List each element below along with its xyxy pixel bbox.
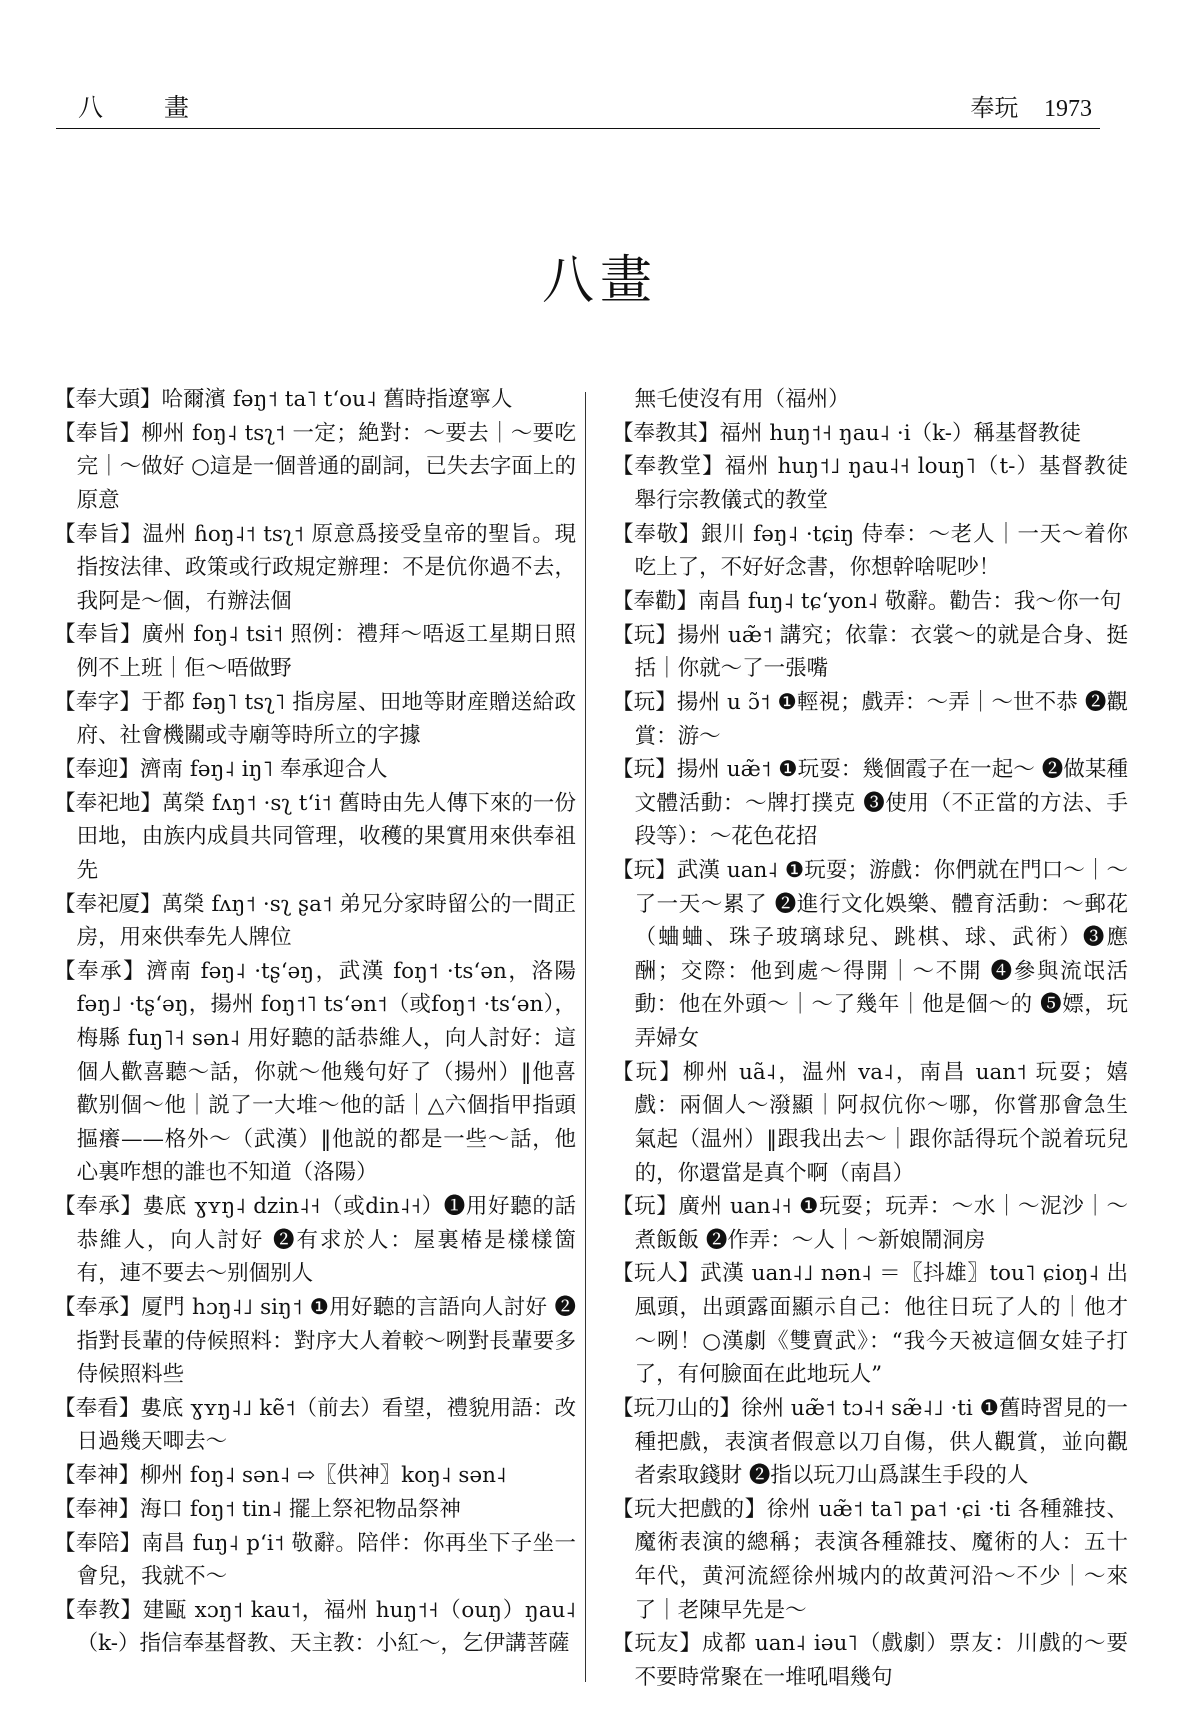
running-head-left: 八 畫: [78, 93, 208, 122]
dictionary-entry: 【奉大頭】哈爾濱 fəŋ˦ ta˥ tʻou˨ 舊時指遼寧人: [54, 387, 513, 412]
dictionary-entry: 【玩】武漢 uan˨ ❶玩耍；游戲：你們就在門口～｜～了一天～累了 ❷進行文化娛樂、體育活動：～郵花（蛐蛐、珠子玻璃球兒、跳棋、球、武術）❸應酬；交際：他到處～得開｜～不開 ❹參與流氓活動：他在外頭～｜～了幾年｜他是個～的 ❺嫖，玩弄婦女: [612, 858, 1128, 1052]
dictionary-entry: 【奉祀地】萬榮 fʌŋ˦ ·sʅ tʻi˦ 舊時由先人傳下來的一份田地，由族内成員共同管理，收穫的果實用來供奉祖先: [54, 790, 576, 883]
dictionary-entry: 【奉旨】廣州 foŋ˨ tsi˦ 照例：禮拜～唔返工星期日照例不上班｜佢～唔做野: [54, 622, 576, 682]
dictionary-entry: 【奉承】濟南 fəŋ˨ ·tʂʻəŋ，武漢 foŋ˦ ·tsʻən，洛陽 fəŋ˩ ·tʂʻəŋ，揚州 foŋ˦˥ tsʻən˦（或foŋ˦ ·tsʻən），梅縣 fuŋ˥˧ sən˨ 用好聽的話恭維人，向人討好：這個人歡喜聽～話，你就～他幾句好了（揚州）‖他喜歡别個～他｜説了一大堆～他的話｜△六個指甲指頭摳癢——格外～（武漢）‖他説的都是一些～話，他心裏咋想的誰也不知道（洛陽）: [54, 958, 576, 1186]
dictionary-entry: 【玩】柳州 uã˨，温州 va˨，南昌 uan˦ 玩耍；嬉戲：兩個人～潑顯｜阿叔伉你～哪，你嘗那會急生氣起（温州）‖跟我出去～｜跟你話得玩个説着玩兒的，你還當是真个啊（南昌）: [612, 1059, 1128, 1186]
dictionary-entry: 【奉陪】南昌 fuŋ˨ pʻi˦ 敬辭。陪伴：你再坐下子坐一會兒，我就不～: [54, 1530, 576, 1590]
dictionary-entry: 【奉祀厦】萬榮 fʌŋ˦ ·sʅ ʂa˦ 弟兄分家時留公的一間正房，用來供奉先人牌位: [54, 891, 576, 951]
page-number: 1973: [1044, 96, 1092, 122]
column-divider: [585, 392, 586, 1682]
dictionary-entry: 【玩】揚州 u ɔ̃˦ ❶輕視；戲弄：～弄｜～世不恭 ❷觀賞：游～: [612, 689, 1128, 749]
dictionary-entry: 【奉教其】福州 huŋ˦˧ ŋau˨ ·i（k-）稱基督教徒: [612, 420, 1081, 446]
dictionary-entry: 【玩大把戲的】徐州 uæ̃˦ ta˥ pa˦ ·ɕi ·ti 各種雜技、魔術表演的總稱；表演各種雜技、魔術的人：五十年代，黄河流經徐州城内的故黄河沿～不少｜～來了｜老陳早先是～: [612, 1496, 1128, 1623]
dictionary-entry: 【奉看】婁底 ɣʏŋ˨˩ kẽ˦（前去）看望，禮貌用語：改日過幾天唧去～: [54, 1395, 576, 1455]
dictionary-entry: 【玩】揚州 uæ̃˦ ❶玩耍：幾個霞子在一起～ ❷做某種文體活動：～牌打撲克 ❸使用（不正當的方法、手段等）：～花色花招: [612, 757, 1128, 850]
dictionary-entry-continuation: 無乇使沒有用（福州）: [634, 387, 850, 412]
dictionary-entry: 【奉教堂】福州 huŋ˦˩ ŋau˨˧ louŋ˥（t-）基督教徒舉行宗教儀式的教堂: [612, 454, 1128, 513]
left-column: [54, 383, 576, 1661]
dictionary-entry: 【玩刀山的】徐州 uæ̃˦ tɔ˨˧ sæ̃˨˩ ·ti ❶舊時習見的一種把戲，表演者假意以刀自傷，供人觀賞，並向觀者索取錢財 ❷指以玩刀山爲謀生手段的人: [612, 1395, 1128, 1489]
right-column: [612, 383, 1128, 1695]
dictionary-entry: 【玩】揚州 uæ̃˦ 講究；依靠：衣裳～的就是合身、挺括｜你就～了一張嘴: [612, 622, 1128, 682]
dictionary-entry: 【奉迎】濟南 fəŋ˨ iŋ˥ 奉承迎合人: [54, 757, 388, 782]
dictionary-entry: 【玩友】成都 uan˨ iəu˥（戲劇）票友：川戲的～要不要時常聚在一堆吼唱幾句: [612, 1631, 1128, 1690]
dictionary-entry: 【奉神】海口 foŋ˦ tin˨ 擺上祭祀物品祭神: [54, 1496, 461, 1522]
header-rule: [56, 128, 1100, 129]
dictionary-entry: 【奉承】婁底 ɣʏŋ˨ dzin˨˧（或din˨˧）❶用好聽的話恭維人，向人討好 ❷有求於人：屋裏椿是樣樣箇有，連不要去～别個别人: [54, 1194, 576, 1287]
dictionary-entry: 【奉字】于都 fəŋ˥ tsʅ˥ 指房屋、田地等財産贈送給政府、社會機關或寺廟等時所立的字據: [54, 689, 576, 749]
dictionary-entry: 【奉承】厦門 hɔŋ˨˩ siŋ˦ ❶用好聽的言語向人討好 ❷指對長輩的侍候照料：對序大人着較～咧對長輩要多侍候照料些: [54, 1294, 576, 1388]
dictionary-entry: 【奉旨】温州 ɦoŋ˨˦ tsʅ˦ 原意爲接受皇帝的聖旨。現指按法律、政策或行政規定辦理：不是伉你過不去，我阿是～個，冇辦法個: [54, 521, 576, 614]
dictionary-entry: 【奉敬】銀川 fəŋ˨ ·tɕiŋ 侍奉：～老人｜一天～着你吃上了，不好好念書，你想幹啥呢吵！: [612, 521, 1128, 581]
running-head-right: [970, 88, 1092, 123]
dictionary-entry: 【玩】廣州 uan˨˧ ❶玩耍；玩弄：～水｜～泥沙｜～煮飯飯 ❷作弄：～人｜～新娘鬧洞房: [612, 1194, 1128, 1253]
dictionary-entry: 【玩人】武漢 uan˨˩ nən˨ ＝〖抖雄〗tou˥ ɕioŋ˨ 出風頭，出頭露面顯示自己：他往日玩了人的｜他才～咧！○漢劇《雙賣武》：“我今天被這個女娃子打了，有何臉面在此地玩人”: [612, 1261, 1128, 1388]
dictionary-entry: 【奉勸】南昌 fuŋ˨ tɕʻyon˨ 敬辭。勸告：我～你一句: [612, 588, 1122, 614]
dictionary-entry: 【奉神】柳州 foŋ˨ sən˨ ⇨〖供神〗koŋ˨ sən˨: [54, 1463, 507, 1489]
dictionary-entry: 【奉教】建甌 xɔŋ˦ kau˦，福州 huŋ˦˧（ouŋ）ŋau˨（k-）指信奉基督教、天主教：小紅～，乞伊講菩薩: [54, 1597, 576, 1657]
dictionary-entry: 【奉旨】柳州 foŋ˨ tsʅ˦ 一定；絶對：～要去｜～要吃完｜～做好 ○這是一個普通的副詞，已失去字面上的原意: [54, 420, 576, 513]
section-title: 八畫: [541, 251, 658, 311]
running-head-chars: 奉玩: [970, 94, 1019, 122]
